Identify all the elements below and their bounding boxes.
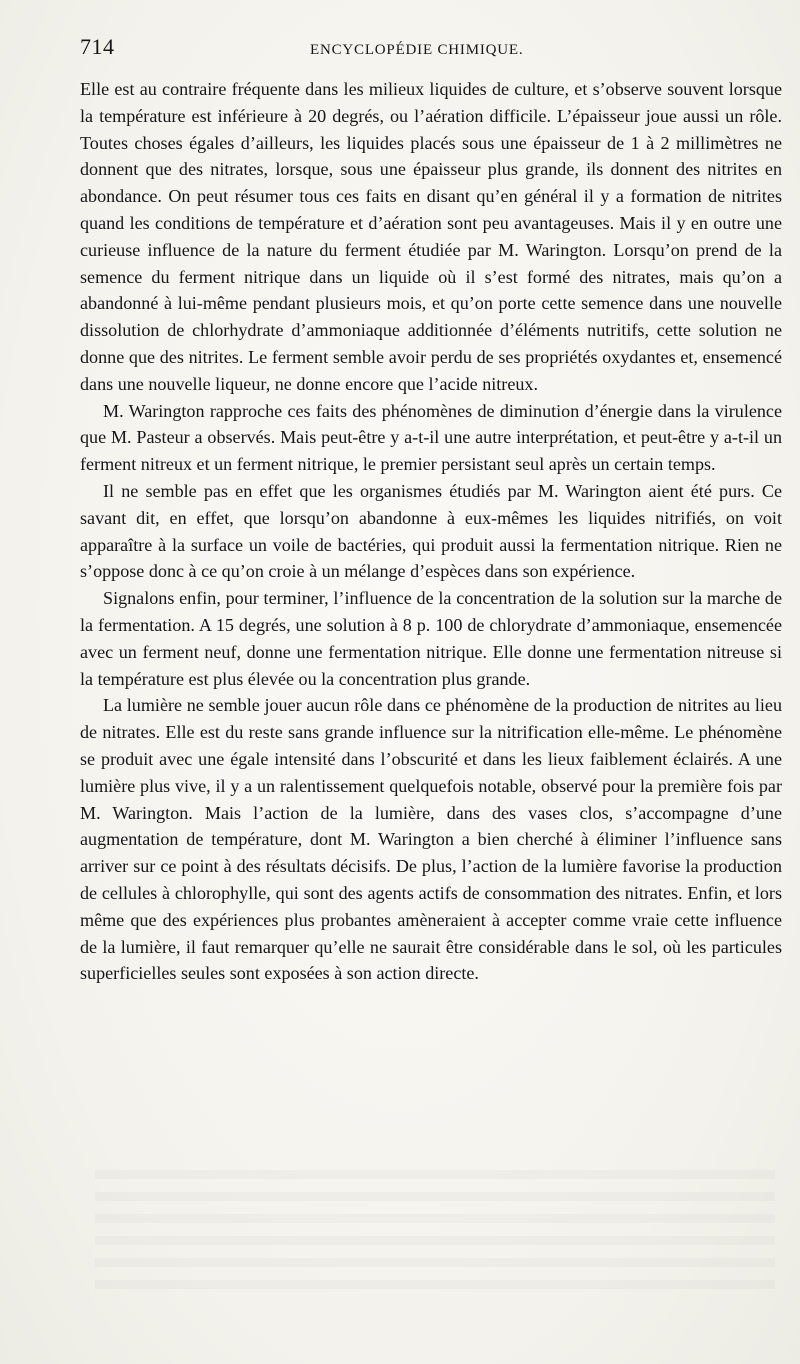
page-number: 714 — [80, 34, 115, 59]
bleed-through-shadow — [95, 1170, 775, 1290]
body-text — [80, 76, 782, 987]
paragraph-warington-interpretation: M. Warington rapproche ces faits des phénomènes de diminution d’énergie dans la virulence que M. Pasteur a observés. Mais peut-être y a-t-il une autre interprétation, et peut-être y a-t-il un ferment nitreux et un ferment nitrique, le premier persistant seul après un certain temps. — [80, 400, 782, 475]
paragraph-organisms-purity: Il ne semble pas en effet que les organismes étudiés par M. Warington aient été purs. Ce savant dit, en effet, que lorsqu’on abandonne à eux-mêmes les liquides nitrifiés, on voit apparaître à la surface un voile de bactéries, qui produit aussi la fermentation nitrique. Rien ne s’oppose donc à ce qu’on croie à un mélange d’espèces dans son expérience. — [80, 480, 782, 582]
page-header — [80, 34, 780, 64]
paragraph-continued: Elle est au contraire fréquente dans les milieux liquides de culture, et s’observe souvent lorsque la température est inférieure à 20 degrés, ou l’aération difficile. L’épaisseur joue aussi un rôle. Toutes choses égales d’ailleurs, les liquides placés sous une épaisseur de 1 à 2 millimètres ne donnent que des nitrates, lorsque, sous une épaisseur plus grande, ils donnent des nitrites en abondance. On peut résumer tous ces faits en disant qu’en général il y a formation de nitrites quand les conditions de température et d’aération sont peu avantageuses. Mais il y en outre une curieuse influence de la nature du ferment étudiée par M. Warington. Lorsqu’on prend de la semence du ferment nitrique dans un liquide où il s’est formé des nitrates, mais qu’on a abandonné à lui-même pendant plusieurs mois, et qu’on porte cette semence dans une nouvelle dissolution de chlorhydrate d’ammoniaque additionnée d’éléments nutritifs, cette solution ne donne que des nitrites. Le ferment semble avoir perdu de ses propriétés oxydantes et, ensemencé dans une nouvelle liqueur, ne donne encore que l’acide nitreux. — [80, 79, 782, 394]
paragraph-concentration: Signalons enfin, pour terminer, l’influence de la concentration de la solution sur la marche de la fermentation. A 15 degrés, une solution à 8 p. 100 de chlorydrate d’ammoniaque, ensemencée avec un ferment neuf, donne une fermentation nitrique. Elle donne une fermentation nitreuse si la température est plus élevée ou la concentration plus grande. — [80, 588, 782, 689]
paragraph-light-influence: La lumière ne semble jouer aucun rôle dans ce phénomène de la production de nitrites au lieu de nitrates. Elle est du reste sans grande influence sur la nitrification elle-même. Le phénomène se produit avec une égale intensité dans l’obscurité et dans les lieux faiblement éclairés. A une lumière plus vive, il y a un ralentissement quelquefois notable, observé pour la première fois par M. Warington. Mais l’action de la lumière, dans des vases clos, s’accompagne d’une augmentation de température, dont M. Warington a bien cherché à éliminer l’influence sans arriver sur ce point à des résultats décisifs. De plus, l’action de la lumière favorise la production de cellules à chlorophylle, qui sont des agents actifs de consommation des nitrates. Enfin, et lors même que des expériences plus probantes amèneraient à accepter comme vraie cette influence de la lumière, il faut remarquer qu’elle ne saurait être considérable dans le sol, où les particules superficielles seules sont exposées à son action directe. — [80, 695, 782, 984]
running-title: ENCYCLOPÉDIE CHIMIQUE. — [310, 42, 524, 58]
